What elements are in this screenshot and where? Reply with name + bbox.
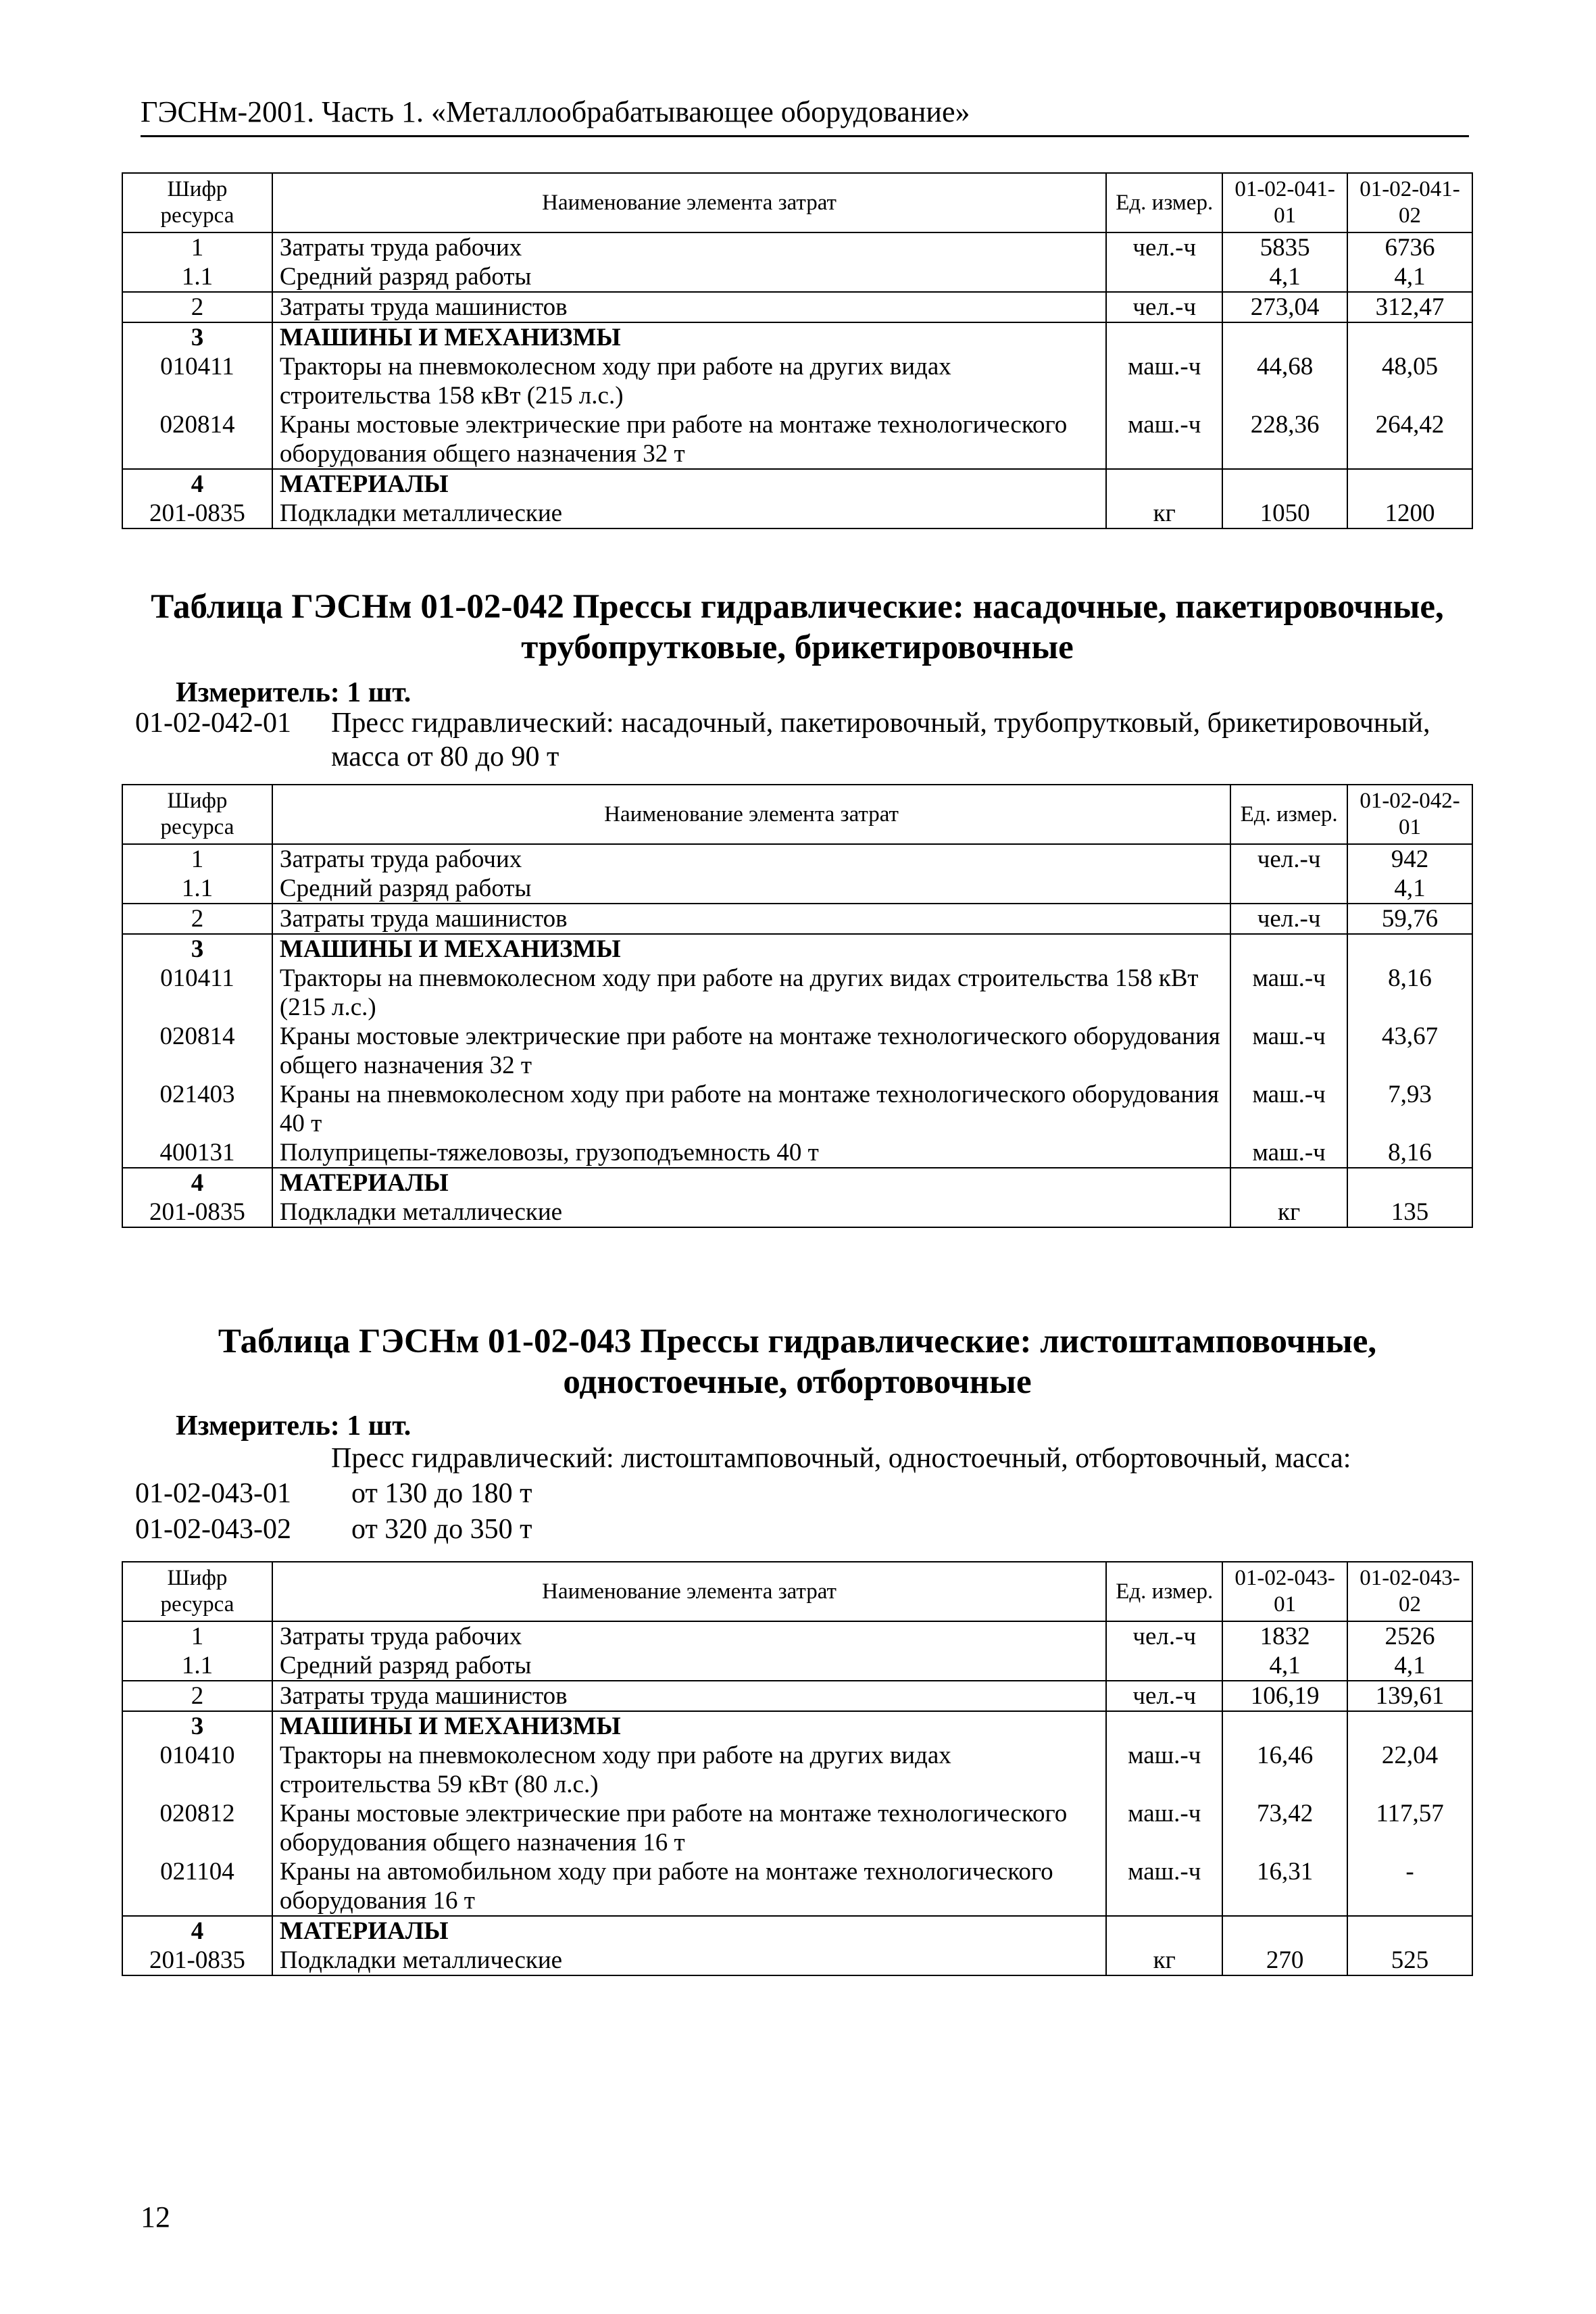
resource-code-cell: 3	[122, 934, 272, 964]
resource-code-cell: 201-0835	[122, 1946, 272, 1975]
unit-cell	[1106, 322, 1222, 352]
norms-table-042	[122, 784, 1473, 1228]
unit-cell: маш.-ч	[1106, 1857, 1222, 1916]
table-row	[122, 499, 1472, 528]
table-042-title-line1: Таблица ГЭСНм 01-02-042 Прессы гидравлические: насадочные, пакетировочные,	[151, 588, 1444, 626]
col-header-code: Шифр ресурса	[122, 1562, 272, 1621]
section-heading-cell: МАШИНЫ И МЕХАНИЗМЫ	[272, 934, 1230, 964]
norm-value-cell: 228,36	[1222, 410, 1347, 469]
item-desc: от 130 до 180 т	[351, 1478, 532, 1509]
cost-item-name-cell: Полуприцепы-тяжеловозы, грузоподъемность 40 т	[272, 1138, 1230, 1168]
unit-cell: маш.-ч	[1230, 964, 1347, 1022]
section-heading-cell: МАТЕРИАЛЫ	[272, 1168, 1230, 1198]
resource-code-cell: 010411	[122, 964, 272, 1022]
table-row	[122, 844, 1472, 874]
cost-item-name-cell: Краны мостовые электрические при работе на монтаже технологического оборудования общего назначения 32 т	[272, 1022, 1230, 1080]
norms-table-043	[122, 1561, 1473, 1976]
resource-code-cell: 4	[122, 1916, 272, 1946]
norm-value-cell: 117,57	[1347, 1799, 1472, 1857]
section-heading-cell: МАШИНЫ И МЕХАНИЗМЫ	[272, 322, 1106, 352]
norm-value-cell: 312,47	[1347, 292, 1472, 322]
unit-cell: маш.-ч	[1230, 1080, 1347, 1138]
item-desc: от 320 до 350 т	[351, 1514, 532, 1545]
resource-code-cell: 4	[122, 469, 272, 499]
norm-value-cell	[1347, 1916, 1472, 1946]
norm-value-cell	[1347, 322, 1472, 352]
resource-code-cell: 201-0835	[122, 499, 272, 528]
cost-item-name-cell: Тракторы на пневмоколесном ходу при работе на других видах строительства 158 кВт (215 л.с.)	[272, 352, 1106, 410]
cost-item-name-cell: Краны мостовые электрические при работе на монтаже технологического оборудования общего назначения 16 т	[272, 1799, 1106, 1857]
resource-code-cell: 3	[122, 322, 272, 352]
norm-value-cell: 135	[1347, 1198, 1472, 1227]
cost-item-name-cell: Краны мостовые электрические при работе на монтаже технологического оборудования общего назначения 32 т	[272, 410, 1106, 469]
resource-code-cell: 010410	[122, 1741, 272, 1799]
cost-item-name-cell: Средний разряд работы	[272, 262, 1106, 292]
resource-code-cell: 020814	[122, 1022, 272, 1080]
resource-code-cell: 1.1	[122, 1651, 272, 1681]
section-heading-cell: МАШИНЫ И МЕХАНИЗМЫ	[272, 1711, 1106, 1741]
norm-value-cell: -	[1347, 1857, 1472, 1916]
unit-cell: чел.-ч	[1230, 904, 1347, 934]
unit-cell	[1106, 262, 1222, 292]
cost-item-name-cell: Тракторы на пневмоколесном ходу при работе на других видах строительства 59 кВт (80 л.с.)	[272, 1741, 1106, 1799]
cost-item-name-cell: Подкладки металлические	[272, 499, 1106, 528]
resource-code-cell: 1	[122, 844, 272, 874]
col-header-name: Наименование элемента затрат	[272, 785, 1230, 844]
table-row	[122, 874, 1472, 904]
resource-code-cell: 1	[122, 1621, 272, 1651]
resource-code-cell: 1.1	[122, 262, 272, 292]
norm-value-cell: 4,1	[1347, 874, 1472, 904]
unit-cell: кг	[1106, 1946, 1222, 1975]
item-desc-cont: масса от 80 до 90 т	[331, 741, 559, 772]
col-header-code: Шифр ресурса	[122, 173, 272, 232]
norm-value-cell	[1347, 934, 1472, 964]
resource-code-cell: 020814	[122, 410, 272, 469]
table-043-item	[0, 1477, 1596, 1510]
norm-value-cell: 1200	[1347, 499, 1472, 528]
table-042-measure: Измеритель: 1 шт.	[176, 677, 412, 708]
table-042-title	[122, 587, 1473, 668]
unit-cell	[1106, 469, 1222, 499]
cost-item-name-cell: Подкладки металлические	[272, 1946, 1106, 1975]
col-header-unit: Ед. измер.	[1106, 1562, 1222, 1621]
unit-cell: маш.-ч	[1106, 1741, 1222, 1799]
resource-code-cell: 400131	[122, 1138, 272, 1168]
cost-item-name-cell: Тракторы на пневмоколесном ходу при работе на других видах строительства 158 кВт (215 л.с.)	[272, 964, 1230, 1022]
table-row	[122, 934, 1472, 964]
norm-value-cell: 264,42	[1347, 410, 1472, 469]
norm-value-cell	[1347, 469, 1472, 499]
resource-code-cell: 021403	[122, 1080, 272, 1138]
table-row	[122, 352, 1472, 410]
norm-value-cell: 273,04	[1222, 292, 1347, 322]
norm-value-cell: 22,04	[1347, 1741, 1472, 1799]
cost-item-name-cell: Подкладки металлические	[272, 1198, 1230, 1227]
norm-value-cell: 44,68	[1222, 352, 1347, 410]
resource-code-cell: 201-0835	[122, 1198, 272, 1227]
unit-cell: чел.-ч	[1106, 1681, 1222, 1711]
norm-value-cell	[1222, 469, 1347, 499]
norm-value-cell: 942	[1347, 844, 1472, 874]
unit-cell: кг	[1230, 1198, 1347, 1227]
norm-value-cell: 1832	[1222, 1621, 1347, 1651]
resource-code-cell: 010411	[122, 352, 272, 410]
table-042-item	[0, 706, 1596, 774]
item-desc: Пресс гидравлический: насадочный, пакетировочный, трубопрутковый, брикетировочный,	[331, 708, 1430, 739]
norm-value-cell: 139,61	[1347, 1681, 1472, 1711]
norm-value-cell: 1050	[1222, 499, 1347, 528]
table-042-title-line2: трубопрутковые, брикетировочные	[521, 629, 1074, 666]
resource-code-cell: 2	[122, 904, 272, 934]
table-row	[122, 1681, 1472, 1711]
table-row	[122, 1080, 1472, 1138]
table-row	[122, 964, 1472, 1022]
cost-item-name-cell: Средний разряд работы	[272, 874, 1230, 904]
norm-value-cell: 4,1	[1222, 262, 1347, 292]
cost-item-name-cell: Краны на пневмоколесном ходу при работе на монтаже технологического оборудования 40 т	[272, 1080, 1230, 1138]
unit-cell: маш.-ч	[1230, 1138, 1347, 1168]
cost-item-name-cell: Затраты труда машинистов	[272, 904, 1230, 934]
norm-value-cell: 106,19	[1222, 1681, 1347, 1711]
resource-code-cell: 2	[122, 1681, 272, 1711]
unit-cell: чел.-ч	[1106, 1621, 1222, 1651]
norm-value-cell: 4,1	[1347, 262, 1472, 292]
unit-cell: чел.-ч	[1106, 232, 1222, 262]
col-header-norm: 01-02-043-02	[1347, 1562, 1472, 1621]
resource-code-cell: 1	[122, 232, 272, 262]
table-row	[122, 904, 1472, 934]
norm-value-cell: 7,93	[1347, 1080, 1472, 1138]
norm-value-cell	[1222, 1916, 1347, 1946]
unit-cell: маш.-ч	[1106, 352, 1222, 410]
col-header-name: Наименование элемента затрат	[272, 173, 1106, 232]
item-code: 01-02-043-02	[135, 1514, 291, 1545]
col-header-norm: 01-02-041-02	[1347, 173, 1472, 232]
norm-value-cell: 16,31	[1222, 1857, 1347, 1916]
table-row	[122, 1916, 1472, 1946]
cost-item-name-cell: Затраты труда рабочих	[272, 1621, 1106, 1651]
table-row	[122, 1711, 1472, 1741]
page-number: 12	[141, 2200, 170, 2234]
table-row	[122, 1741, 1472, 1799]
table-043-title	[122, 1321, 1473, 1402]
resource-code-cell: 1.1	[122, 874, 272, 904]
norm-value-cell: 48,05	[1347, 352, 1472, 410]
norm-value-cell	[1347, 1168, 1472, 1198]
table-row	[122, 1946, 1472, 1975]
item-code: 01-02-043-01	[135, 1478, 291, 1509]
norm-value-cell: 73,42	[1222, 1799, 1347, 1857]
table-row	[122, 1138, 1472, 1168]
col-header-code: Шифр ресурса	[122, 785, 272, 844]
section-heading-cell: МАТЕРИАЛЫ	[272, 1916, 1106, 1946]
table-row	[122, 1198, 1472, 1227]
norm-value-cell: 5835	[1222, 232, 1347, 262]
col-header-unit: Ед. измер.	[1230, 785, 1347, 844]
unit-cell	[1106, 1651, 1222, 1681]
norm-value-cell: 43,67	[1347, 1022, 1472, 1080]
cost-item-name-cell: Затраты труда машинистов	[272, 292, 1106, 322]
resource-code-cell: 021104	[122, 1857, 272, 1916]
cost-item-name-cell: Затраты труда рабочих	[272, 844, 1230, 874]
unit-cell: кг	[1106, 499, 1222, 528]
unit-cell	[1230, 874, 1347, 904]
col-header-norm: 01-02-043-01	[1222, 1562, 1347, 1621]
col-header-name: Наименование элемента затрат	[272, 1562, 1106, 1621]
resource-code-cell: 2	[122, 292, 272, 322]
table-row	[122, 410, 1472, 469]
table-row	[122, 1621, 1472, 1651]
resource-code-cell: 3	[122, 1711, 272, 1741]
norms-table-041	[122, 172, 1473, 529]
resource-code-cell: 4	[122, 1168, 272, 1198]
unit-cell: маш.-ч	[1230, 1022, 1347, 1080]
table-row	[122, 292, 1472, 322]
cost-item-name-cell: Краны на автомобильном ходу при работе на монтаже технологического оборудования 16 т	[272, 1857, 1106, 1916]
norm-value-cell: 59,76	[1347, 904, 1472, 934]
section-heading-cell: МАТЕРИАЛЫ	[272, 469, 1106, 499]
cost-item-name-cell: Средний разряд работы	[272, 1651, 1106, 1681]
norm-value-cell: 16,46	[1222, 1741, 1347, 1799]
unit-cell: маш.-ч	[1106, 410, 1222, 469]
table-043-title-line1: Таблица ГЭСНм 01-02-043 Прессы гидравлические: листоштамповочные,	[218, 1323, 1377, 1360]
page-header: ГЭСНм-2001. Часть 1. «Металлообрабатывающее оборудование»	[141, 93, 1469, 137]
norm-value-cell: 4,1	[1222, 1651, 1347, 1681]
norm-value-cell: 2526	[1347, 1621, 1472, 1651]
table-row	[122, 1857, 1472, 1916]
unit-cell	[1230, 1168, 1347, 1198]
norm-value-cell: 270	[1222, 1946, 1347, 1975]
table-row	[122, 1651, 1472, 1681]
norm-value-cell: 8,16	[1347, 1138, 1472, 1168]
table-row	[122, 1799, 1472, 1857]
cost-item-name-cell: Затраты труда рабочих	[272, 232, 1106, 262]
norm-value-cell: 525	[1347, 1946, 1472, 1975]
norm-value-cell	[1222, 322, 1347, 352]
unit-cell: чел.-ч	[1106, 292, 1222, 322]
unit-cell	[1230, 934, 1347, 964]
col-header-norm: 01-02-042-01	[1347, 785, 1472, 844]
table-043-item	[0, 1512, 1596, 1546]
cost-item-name-cell: Затраты труда машинистов	[272, 1681, 1106, 1711]
unit-cell: маш.-ч	[1106, 1799, 1222, 1857]
table-043-measure: Измеритель: 1 шт.	[176, 1410, 412, 1442]
item-code: 01-02-042-01	[135, 708, 291, 739]
unit-cell	[1106, 1711, 1222, 1741]
table-row	[122, 232, 1472, 262]
norm-value-cell	[1347, 1711, 1472, 1741]
table-row	[122, 322, 1472, 352]
table-row	[122, 1168, 1472, 1198]
norm-value-cell: 4,1	[1347, 1651, 1472, 1681]
col-header-norm: 01-02-041-01	[1222, 173, 1347, 232]
table-row	[122, 1022, 1472, 1080]
unit-cell	[1106, 1916, 1222, 1946]
col-header-unit: Ед. измер.	[1106, 173, 1222, 232]
table-043-title-line2: одностоечные, отбортовочные	[563, 1363, 1032, 1401]
unit-cell: чел.-ч	[1230, 844, 1347, 874]
norm-value-cell: 8,16	[1347, 964, 1472, 1022]
table-row	[122, 469, 1472, 499]
norm-value-cell: 6736	[1347, 232, 1472, 262]
resource-code-cell: 020812	[122, 1799, 272, 1857]
table-043-intro: Пресс гидравлический: листоштамповочный, одностоечный, отбортовочный, масса:	[331, 1443, 1351, 1474]
table-row	[122, 262, 1472, 292]
norm-value-cell	[1222, 1711, 1347, 1741]
